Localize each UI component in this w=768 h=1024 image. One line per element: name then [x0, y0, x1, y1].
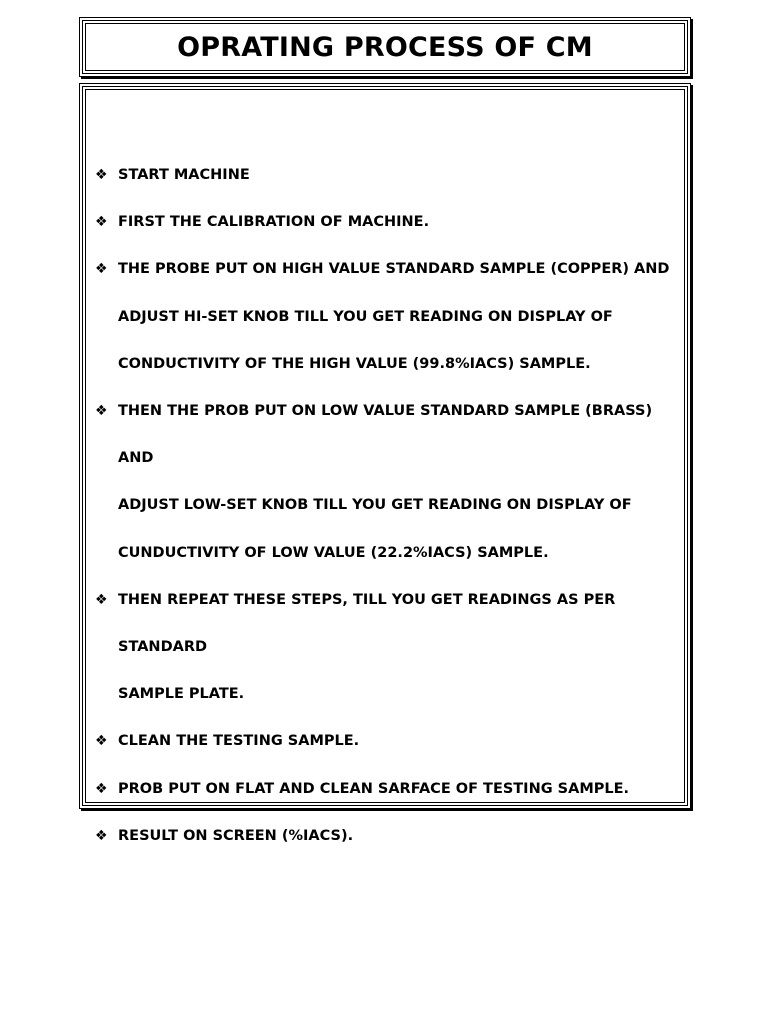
step-text-line: FIRST THE CALIBRATION OF MACHINE.	[118, 214, 430, 231]
title-frame-inner	[85, 23, 685, 71]
step-text-line: CLEAN THE TESTING SAMPLE.	[118, 733, 360, 750]
step-text-line: THEN THE PROB PUT ON LOW VALUE STANDARD SAMPLE (BRASS) AND	[118, 403, 653, 467]
steps-frame	[79, 83, 691, 844]
list-item	[95, 388, 685, 577]
diamond-bullet-icon: ❖	[95, 214, 108, 231]
list-item	[95, 766, 685, 813]
step-text-line: PROB PUT ON FLAT AND CLEAN SARFACE OF TESTING SAMPLE.	[118, 780, 630, 797]
diamond-bullet-icon: ❖	[95, 733, 108, 750]
step-text-line: START MACHINE	[118, 167, 250, 183]
step-text-line: ADJUST LOW-SET KNOB TILL YOU GET READING ON DISPLAY OF	[118, 497, 632, 514]
step-text-line: ADJUST HI-SET KNOB TILL YOU GET READING ON DISPLAY OF	[118, 308, 613, 325]
step-text-line: SAMPLE PLATE.	[118, 686, 245, 703]
step-text-line: RESULT ON SCREEN (%IACS).	[118, 827, 354, 844]
page-title: OPRATING PROCESS OF CM	[177, 31, 593, 63]
diamond-bullet-icon: ❖	[95, 591, 108, 608]
diamond-bullet-icon: ❖	[95, 261, 108, 278]
list-item	[95, 199, 685, 246]
diamond-bullet-icon: ❖	[95, 780, 108, 797]
list-item	[95, 813, 685, 860]
steps-list	[95, 152, 685, 860]
step-text-line: THEN REPEAT THESE STEPS, TILL YOU GET READINGS AS PER STANDARD	[118, 591, 616, 656]
step-text-line: CUNDUCTIVITY OF LOW VALUE (22.2%IACS) SAMPLE.	[118, 544, 549, 561]
step-text-line: CONDUCTIVITY OF THE HIGH VALUE (99.8%IACS) SAMPLE.	[118, 355, 591, 372]
step-text-line: THE PROBE PUT ON HIGH VALUE STANDARD SAMPLE (COPPER) AND	[118, 261, 670, 278]
list-item	[95, 152, 685, 199]
title-frame	[79, 17, 691, 77]
list-item	[95, 577, 685, 719]
diamond-bullet-icon: ❖	[95, 827, 108, 844]
list-item	[95, 246, 685, 388]
list-item	[95, 718, 685, 765]
diamond-bullet-icon: ❖	[95, 403, 108, 420]
steps-frame-inner	[85, 89, 685, 844]
diamond-bullet-icon: ❖	[95, 167, 108, 183]
